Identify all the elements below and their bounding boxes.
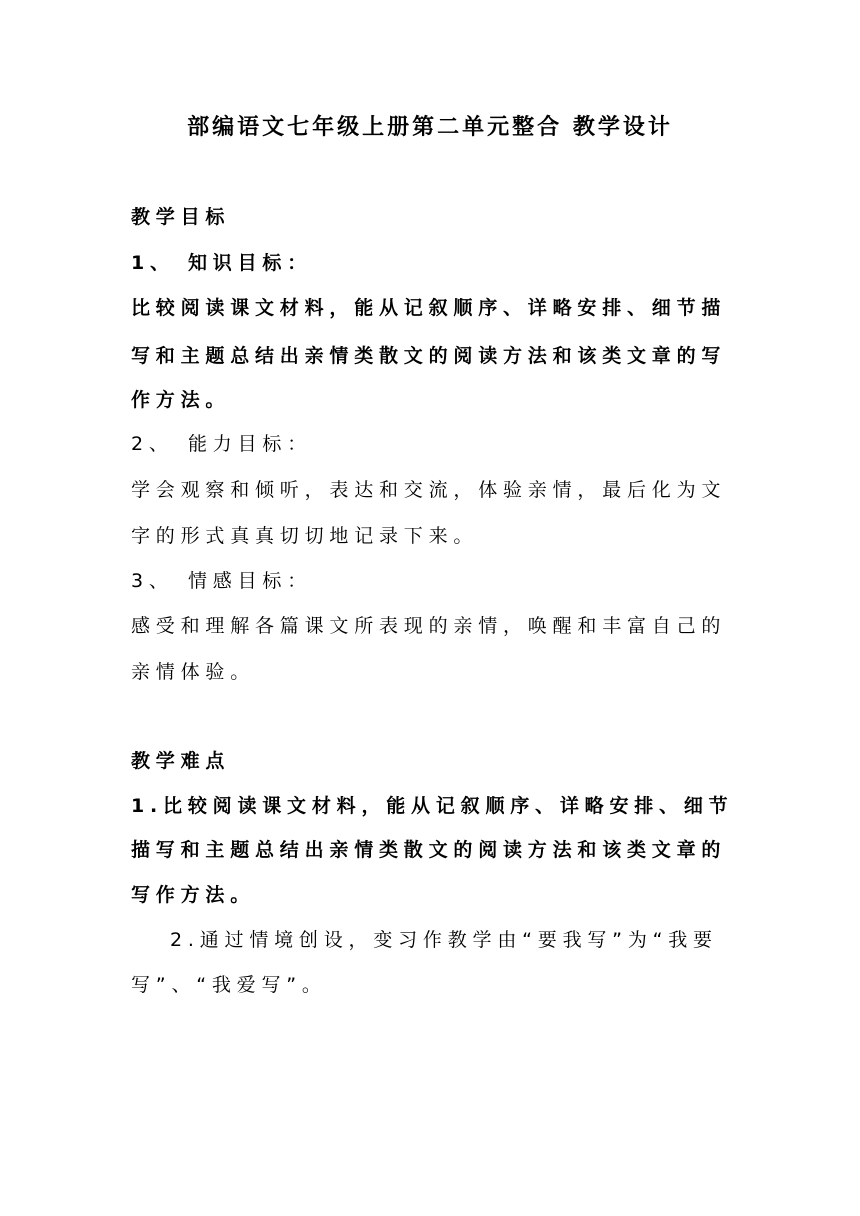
difficulties-heading: 教学难点 (131, 750, 231, 772)
objective-2-number: 2、 (131, 433, 174, 455)
objective-2-label: 能力目标： (188, 433, 313, 455)
difficulty-1-line: 描写和主题总结出亲情类散文的阅读方法和该类文章的 (131, 839, 727, 861)
objective-1-line: 作方法。 (131, 389, 231, 411)
objective-1-number: 1、 (131, 252, 175, 274)
difficulty-1-line: 1.比较阅读课文材料，能从记叙顺序、详略安排、细节 (131, 795, 734, 817)
objective-1-label: 知识目标： (188, 252, 313, 274)
objective-3-label: 情感目标： (188, 570, 313, 592)
objective-1-line: 比较阅读课文材料，能从记叙顺序、详略安排、细节描 (131, 297, 727, 319)
objective-1-header (131, 248, 312, 278)
objective-2-line: 学会观察和倾听，表达和交流，体验亲情，最后化为文 (131, 479, 727, 501)
difficulty-2-line: 2.通过情境创设，变习作教学由“要我写”为“我要 (170, 929, 718, 951)
objective-3-line: 亲情体验。 (131, 661, 256, 683)
objective-3-line: 感受和理解各篇课文所表现的亲情，唤醒和丰富自己的 (131, 615, 727, 637)
objective-3-number: 3、 (131, 570, 174, 592)
difficulty-1-line: 写作方法。 (131, 884, 256, 906)
objective-3-header (131, 566, 312, 596)
difficulty-2-line: 写”、“我爱写”。 (131, 974, 327, 996)
objective-1-line: 写和主题总结出亲情类散文的阅读方法和该类文章的写 (131, 345, 727, 367)
objectives-heading: 教学目标 (131, 206, 231, 228)
document-title: 部编语文七年级上册第二单元整合 教学设计 (187, 115, 673, 140)
objective-2-line: 字的形式真真切切地记录下来。 (131, 525, 479, 547)
objective-2-header (131, 429, 312, 459)
